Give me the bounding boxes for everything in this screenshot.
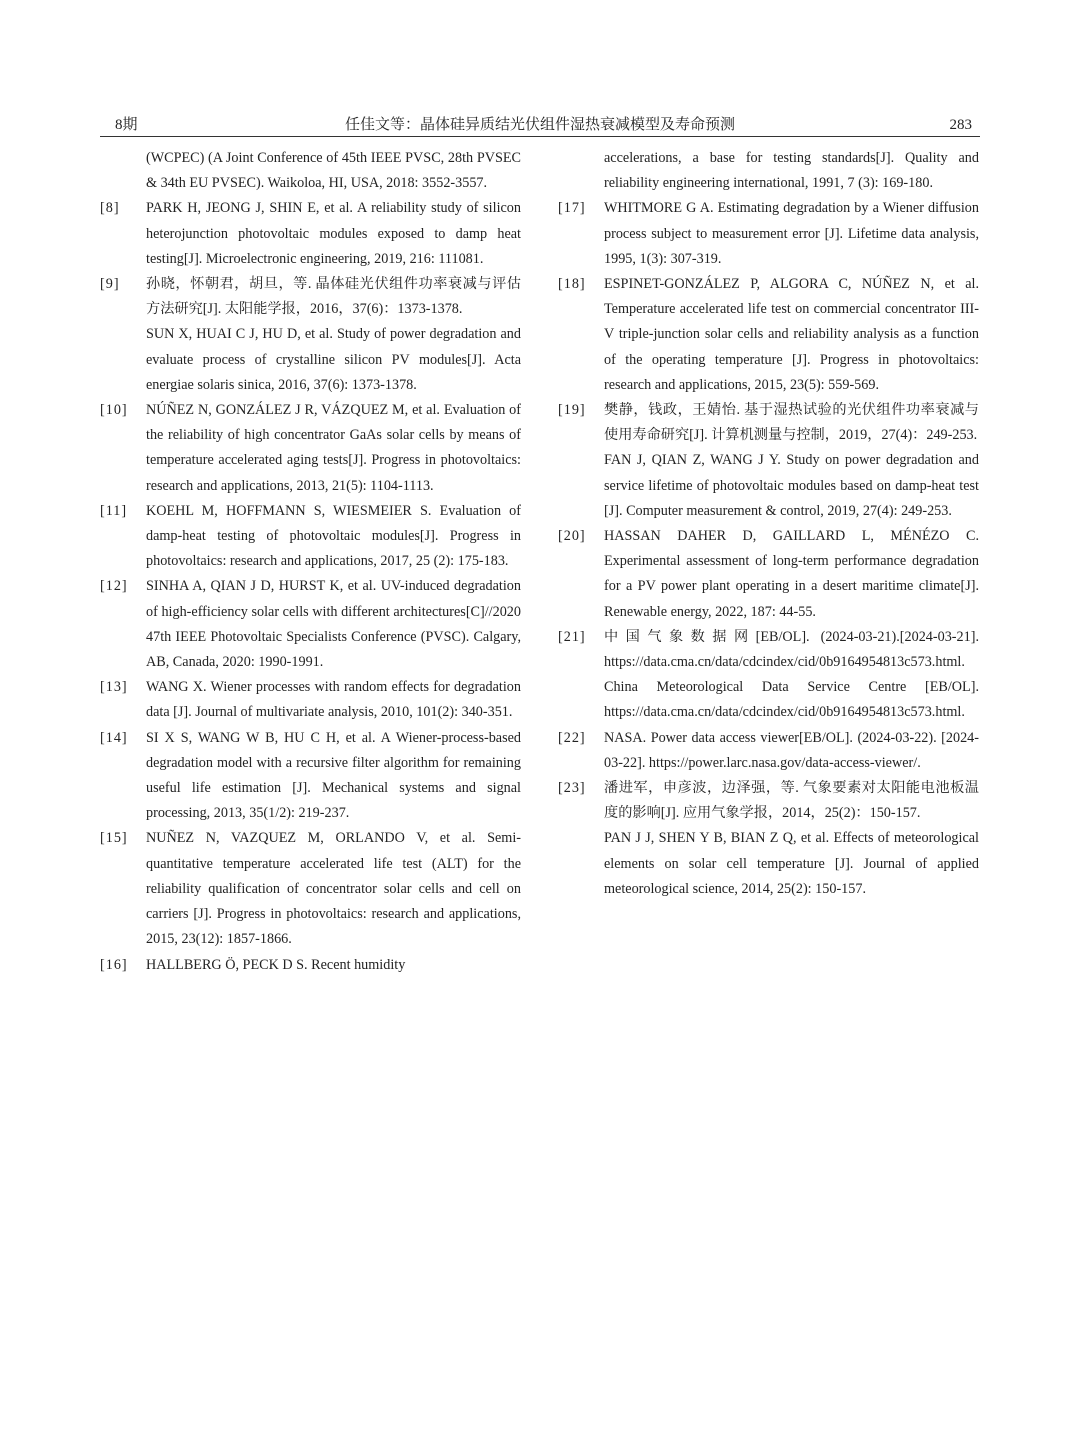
reference-number: [8]: [100, 200, 120, 217]
reference-text: [604, 146, 979, 196]
reference-text: [604, 272, 979, 398]
running-title: 任佳文等：晶体硅异质结光伏组件湿热衰减模型及寿命预测: [344, 117, 735, 133]
reference-paragraph: NUÑEZ N, VAZQUEZ M, ORLANDO V, et al. Semi-quantitative temperature accelerated life test (ALT) for the reliability qualification of concentrator solar cells and cell on carriers [J]. Progress in photovoltaics: research and applications, 2015, 23(12): 1857-1866.: [146, 830, 521, 948]
reference-paragraph: 樊静，钱政，王婧怡. 基于湿热试验的光伏组件功率衰减与使用寿命研究[J]. 计算机测量与控制，2019，27(4)：249-253.: [604, 402, 979, 444]
reference-entry: [100, 398, 521, 499]
reference-entry: [100, 953, 521, 978]
reference-paragraph: China Meteorological Data Service Centre [EB/OL]. https://data.cma.cn/data/cdcindex/cid/0b9164954813c573.html.: [604, 679, 979, 721]
reference-paragraph: FAN J, QIAN Z, WANG J Y. Study on power degradation and service lifetime of photovoltaic modules based on damp-heat test [J]. Computer measurement & control, 2019, 27(4): 249-253.: [604, 452, 979, 519]
reference-paragraph: SINHA A, QIAN J D, HURST K, et al. UV-induced degradation of high-efficiency solar cells with different architectures[C]//2020 47th IEEE Photovoltaic Specialists Conference (PVSC). Calgary, AB, Canada, 2020: 1990-1991.: [146, 578, 521, 671]
reference-paragraph: HASSAN DAHER D, GAILLARD L, MÉNÉZO C. Experimental assessment of long-term performance degradation for a PV power plant operating in a desert maritime climate[J]. Renewable energy, 2022, 187: 44-55.: [604, 528, 979, 620]
reference-entry: [100, 726, 521, 827]
reference-paragraph: accelerations, a base for testing standards[J]. Quality and reliability engineering international, 1991, 7 (3): 169-180.: [604, 150, 979, 192]
running-header: [100, 114, 980, 137]
reference-number: [16]: [100, 956, 128, 973]
reference-entry: [558, 196, 979, 272]
reference-text: [146, 675, 521, 725]
reference-paragraph: ESPINET-GONZÁLEZ P, ALGORA C, NÚÑEZ N, et al. Temperature accelerated life test on commercial concentrator III-V triple-junction solar cells and reliability analysis as a function of the operating temperature [J]. Progress in photovoltaics: research and applications, 2015, 23(5): 559-569.: [604, 276, 979, 393]
reference-number: [22]: [558, 729, 586, 746]
reference-entry: [558, 726, 979, 776]
reference-entry: [100, 574, 521, 675]
reference-number: [20]: [558, 528, 586, 545]
reference-number: [21]: [558, 628, 586, 645]
reference-number: [13]: [100, 679, 128, 696]
reference-paragraph: 中国气象数据网[EB/OL]. (2024-03-21).[2024-03-21]. https://data.cma.cn/data/cdcindex/cid/0b9164954813c573.html.: [604, 628, 979, 671]
reference-text: [146, 146, 521, 196]
reference-text: [146, 196, 521, 272]
reference-paragraph: NASA. Power data access viewer[EB/OL]. (2024-03-22). [2024-03-22]. https://power.larc.nasa.gov/data-access-viewer/.: [604, 729, 979, 771]
reference-text: [604, 524, 979, 625]
reference-number: [10]: [100, 402, 128, 419]
reference-entry-continued: [100, 146, 521, 196]
reference-entry: [558, 524, 979, 625]
reference-entry: [558, 398, 979, 524]
reference-text: [604, 398, 979, 524]
reference-paragraph: NÚÑEZ N, GONZÁLEZ J R, VÁZQUEZ M, et al. Evaluation of the reliability of high concentrator GaAs solar cells by means of temperature accelerated aging tests[J]. Progress in photovoltaics: research and applications, 2013, 21(5): 1104-1113.: [146, 402, 521, 494]
reference-paragraph: KOEHL M, HOFFMANN S, WIESMEIER S. Evaluation of damp-heat testing of photovoltaic modules[J]. Progress in photovoltaics: research and applications, 2017, 25 (2): 175-183.: [146, 502, 521, 570]
reference-paragraph: PAN J J, SHEN Y B, BIAN Z Q, et al. Effects of meteorological elements on solar cell temperature [J]. Journal of applied meteorological science, 2014, 25(2): 150-157.: [604, 830, 979, 897]
right-reference-column: [558, 146, 979, 902]
reference-text: [146, 272, 521, 398]
reference-text: [604, 726, 979, 776]
reference-number: [15]: [100, 830, 128, 847]
reference-entry-continued: [558, 146, 979, 196]
reference-paragraph: HALLBERG Ö, PECK D S. Recent humidity: [146, 956, 406, 973]
reference-entry: [558, 625, 979, 726]
reference-paragraph: PARK H, JEONG J, SHIN E, et al. A reliability study of silicon heterojunction photovoltaic modules exposed to damp heat testing[J]. Microelectronic engineering, 2019, 216: 111081.: [146, 200, 521, 267]
reference-number: [11]: [100, 502, 128, 519]
reference-text: [604, 776, 979, 902]
reference-paragraph: WHITMORE G A. Estimating degradation by a Wiener diffusion process subject to measurement error [J]. Lifetime data analysis, 1995, 1(3): 307-319.: [604, 200, 979, 267]
issue-label: 8期: [115, 117, 138, 133]
reference-text: [146, 826, 521, 952]
reference-paragraph: WANG X. Wiener processes with random effects for degradation data [J]. Journal of multivariate analysis, 2010, 101(2): 340-351.: [146, 679, 521, 721]
page-number: 283: [949, 117, 972, 133]
reference-text: [146, 953, 521, 978]
reference-text: [146, 574, 521, 675]
reference-paragraph: 孙晓，怀朝君，胡旦，等. 晶体硅光伏组件功率衰减与评估方法研究[J]. 太阳能学报，2016，37(6)：1373-1378.: [146, 276, 521, 318]
left-reference-column: [100, 146, 521, 978]
reference-number: [9]: [100, 276, 120, 293]
reference-paragraph: (WCPEC) (A Joint Conference of 45th IEEE PVSC, 28th PVSEC & 34th EU PVSEC). Waikoloa, HI, USA, 2018: 3552-3557.: [146, 150, 521, 192]
reference-entry: [100, 826, 521, 952]
reference-entry: [558, 776, 979, 902]
reference-paragraph: 潘进军，申彦波，边泽强，等. 气象要素对太阳能电池板温度的影响[J]. 应用气象学报，2014，25(2)：150-157.: [604, 780, 979, 822]
reference-entry: [100, 499, 521, 575]
reference-entry: [100, 272, 521, 398]
reference-number: [19]: [558, 402, 586, 419]
reference-text: [146, 499, 521, 575]
reference-paragraph: SUN X, HUAI C J, HU D, et al. Study of power degradation and evaluate process of crystalline silicon PV modules[J]. Acta energiae solaris sinica, 2016, 37(6): 1373-1378.: [146, 326, 521, 393]
reference-paragraph: SI X S, WANG W B, HU C H, et al. A Wiener-process-based degradation model with a recursive filter algorithm for remaining useful life estimation [J]. Mechanical systems and signal processing, 2013, 35(1/2): 219-237.: [146, 729, 521, 822]
reference-text: [604, 196, 979, 272]
reference-number: [12]: [100, 578, 128, 595]
reference-number: [23]: [558, 780, 586, 797]
reference-number: [14]: [100, 729, 128, 746]
reference-number: [17]: [558, 200, 586, 217]
reference-text: [604, 625, 979, 726]
reference-text: [146, 726, 521, 827]
reference-text: [146, 398, 521, 499]
reference-number: [18]: [558, 276, 586, 293]
reference-entry: [558, 272, 979, 398]
reference-entry: [100, 196, 521, 272]
reference-entry: [100, 675, 521, 725]
